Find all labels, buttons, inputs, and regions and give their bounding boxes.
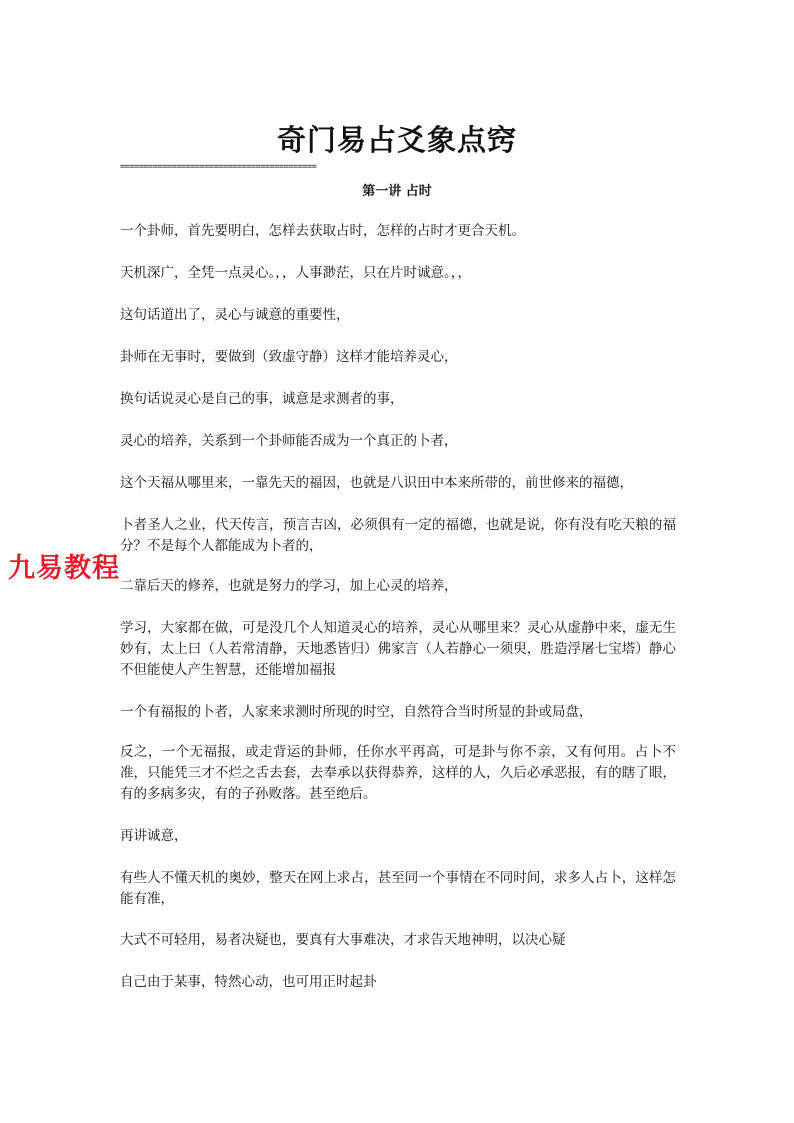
- paragraph: 自己由于某事，特然心动，也可用正时起卦: [120, 974, 377, 990]
- paragraph: 卦师在无事时，要做到（致虚守静）这样才能培养灵心，: [120, 349, 458, 365]
- separator-rule: ==========================================: [120, 162, 317, 172]
- paragraph: 有些人不懂天机的奥妙，整天在网上求占，甚至同一个事情在不同时间，求多人占卜，这样怎能有准，: [120, 870, 676, 907]
- watermark-logo: 九易教程: [8, 553, 120, 584]
- paragraph: 学习，大家都在做，可是没几个人知道灵心的培养，灵心从哪里来？灵心从虚静中来，虚无生妙有，太上曰（人若常清静，天地悉皆归）佛家言（人若静心一须臾，胜造浮屠七宝塔）静心不但能使人产生智慧，还能增加福报: [120, 620, 676, 678]
- paragraph: 大式不可轻用，易者决疑也，要真有大事难决，才求告天地神明，以决心疑: [120, 932, 566, 948]
- document-title: 奇门易占爻象点窍: [276, 123, 517, 157]
- paragraph: 一个卦师，首先要明白，怎样去获取占时，怎样的占时才更合天机。: [120, 223, 525, 239]
- paragraph: 二靠后天的修养，也就是努力的学习，加上心灵的培养，: [120, 578, 458, 594]
- paragraph: 再讲诚意，: [120, 828, 188, 844]
- section-heading: 第一讲 占时: [362, 184, 432, 199]
- paragraph: 这句话道出了，灵心与诚意的重要性，: [120, 307, 350, 323]
- paragraph: 一个有福报的卜者，人家来求测时所现的时空，自然符合当时所显的卦或局盘，: [120, 704, 593, 720]
- paragraph: 反之，一个无福报，或走背运的卦师，任你水平再高，可是卦与你不亲，又有何用。占卜不准，只能凭三才不烂之舌去套，去奉承以获得恭养，这样的人，久后必承恶报，有的瞎了眼，有的多病多灾，有的子孙败落。甚至绝后。: [120, 744, 676, 802]
- paragraph: 换句话说灵心是自己的事，诚意是求测者的事，: [120, 391, 404, 407]
- paragraph: 这个天福从哪里来，一靠先天的福因，也就是八识田中本来所带的，前世修来的福德，: [120, 475, 633, 491]
- paragraph: 卜者圣人之业，代天传言，预言吉凶，必须俱有一定的福德，也就是说，你有没有吃天粮的福分？不是每个人都能成为卜者的，: [120, 517, 676, 554]
- paragraph: 灵心的培养，关系到一个卦师能否成为一个真正的卜者，: [120, 433, 458, 449]
- paragraph: 天机深广，全凭一点灵心。，，人事渺茫，只在片时诚意。，，: [120, 265, 471, 281]
